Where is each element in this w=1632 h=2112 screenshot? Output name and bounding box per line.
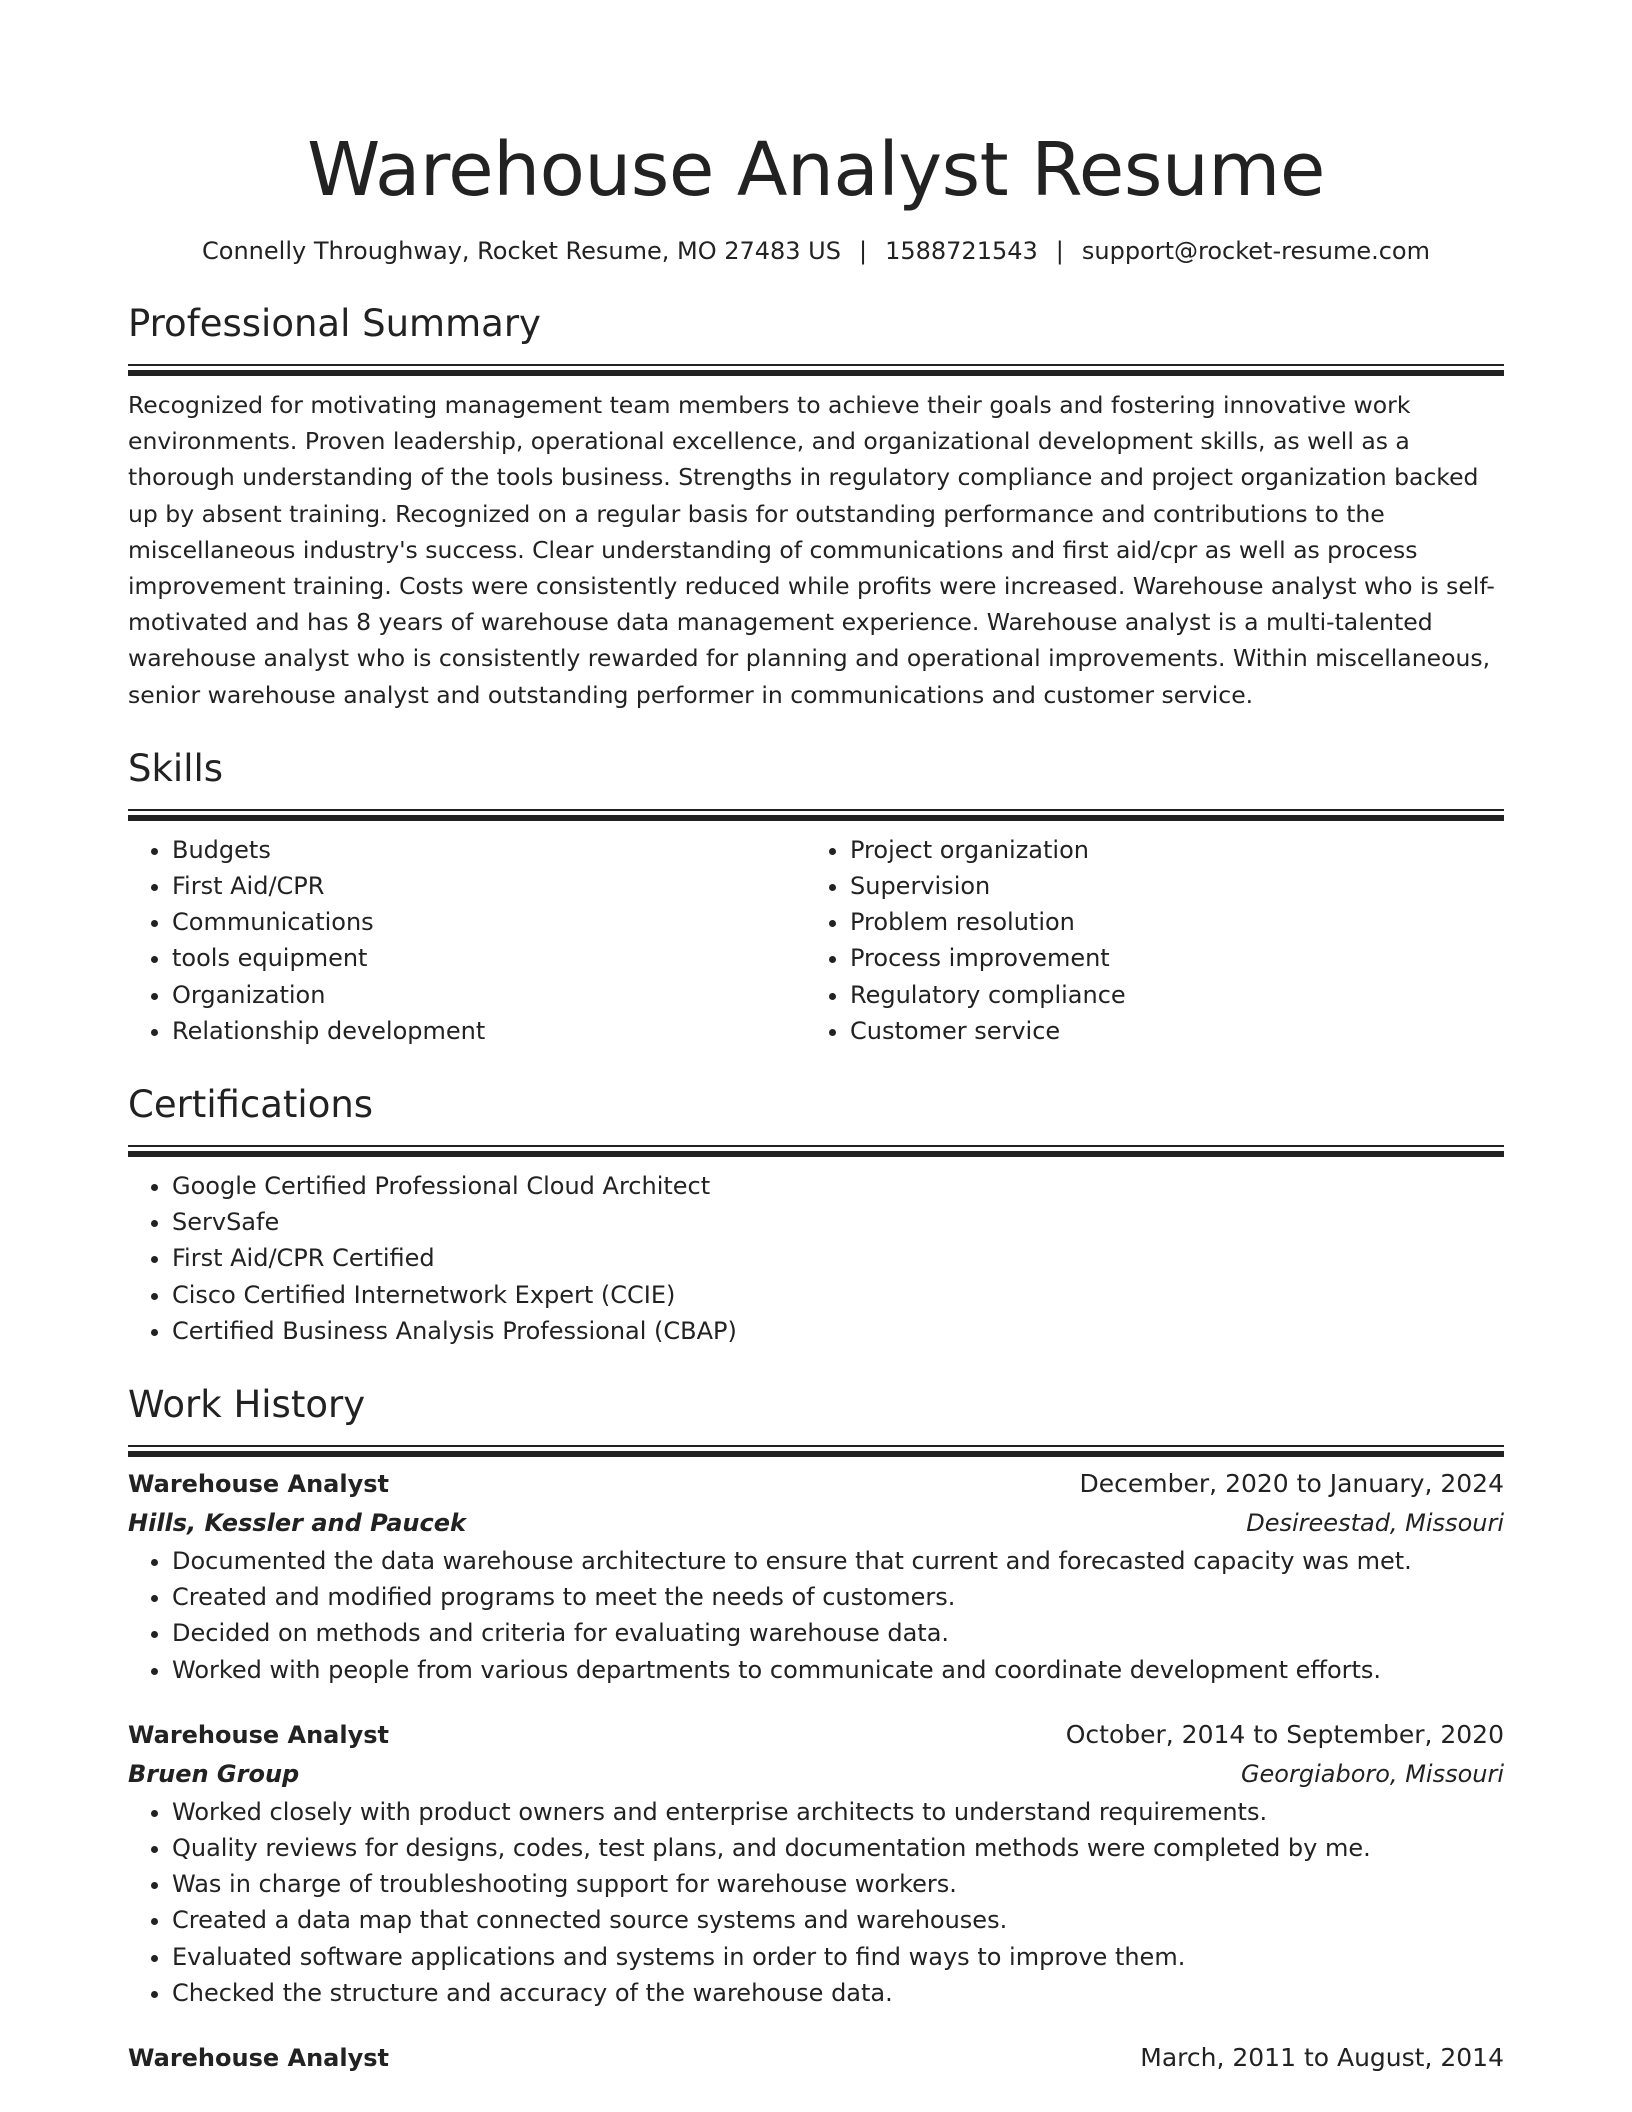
section-heading-skills: Skills (128, 746, 224, 790)
job-location: Georgiaboro, Missouri (1240, 1759, 1504, 1788)
skills-list-left (128, 832, 806, 1049)
job-duty: • Quality reviews for designs, codes, test plans, and documentation methods were completed by me. (172, 1830, 1504, 1866)
contact-line (128, 234, 1504, 268)
skill-item: • Budgets (172, 832, 806, 868)
skill-item: • Supervision (850, 868, 1484, 904)
section-divider (128, 809, 1504, 811)
job-dates: December, 2020 to January, 2024 (1079, 1469, 1504, 1499)
job-duty: • Decided on methods and criteria for evaluating warehouse data. (172, 1615, 1504, 1651)
job-title: Warehouse Analyst (128, 1720, 389, 1749)
job-company: Hills, Kessler and Paucek (128, 1509, 466, 1538)
section-divider (128, 364, 1504, 366)
skill-item: • tools equipment (172, 940, 806, 976)
job-company: Bruen Group (128, 1759, 300, 1788)
certifications-section (128, 1079, 1504, 1349)
job-duties-list (128, 1794, 1504, 2011)
skill-item: • Regulatory compliance (850, 977, 1484, 1013)
job-dates: October, 2014 to September, 2020 (1065, 1719, 1504, 1749)
job-dates: March, 2011 to August, 2014 (1140, 2043, 1504, 2073)
certification-item: • ServSafe (172, 1204, 1504, 1240)
skill-item: • First Aid/CPR (172, 868, 806, 904)
contact-address: Connelly Throughway, Rocket Resume, MO 27483 US (202, 237, 841, 265)
job-duties-list (128, 1543, 1504, 1688)
certification-item: • Google Certified Professional Cloud Architect (172, 1168, 1504, 1204)
job-duty: • Created a data map that connected source systems and warehouses. (172, 1902, 1504, 1938)
section-divider (128, 1445, 1504, 1447)
skill-item: • Process improvement (850, 940, 1484, 976)
contact-email: support@rocket-resume.com (1081, 237, 1430, 265)
summary-section (128, 298, 1504, 713)
skills-section (128, 743, 1504, 1049)
job-entry (128, 1465, 1504, 1688)
job-duty: • Created and modified programs to meet the needs of customers. (172, 1579, 1504, 1615)
skill-item: • Relationship development (172, 1013, 806, 1049)
section-divider (128, 1145, 1504, 1147)
skill-item: • Problem resolution (850, 904, 1484, 940)
job-duty: • Documented the data warehouse architecture to ensure that current and forecasted capacity was met. (172, 1543, 1504, 1579)
certification-item: • First Aid/CPR Certified (172, 1240, 1504, 1276)
job-duty: • Evaluated software applications and systems in order to find ways to improve them. (172, 1939, 1504, 1975)
contact-separator: | (858, 237, 868, 265)
resume-title: Warehouse Analyst Resume (307, 127, 1325, 213)
skills-list-right (806, 832, 1484, 1049)
skill-item: • Organization (172, 977, 806, 1013)
summary-text: Recognized for motivating management team members to achieve their goals and fostering innovative work environments. Proven leadership, operational excellence, and organizational development skills, as well as a thorough understanding of the tools business. Strengths in regulatory compliance and project organization backed up by absent training. Recognized on a regular basis for outstanding performance and contributions to the miscellaneous industry's success. Clear understanding of communications and first aid/cpr as well as process improvement training. Costs were consistently reduced while profits were increased. Warehouse analyst who is self-motivated and has 8 years of warehouse data management experience. Warehouse analyst is a multi-talented warehouse analyst who is consistently rewarded for planning and operational improvements. Within miscellaneous, senior warehouse analyst and outstanding performer in communications and customer service. (128, 391, 1495, 709)
job-location: Desireestad, Missouri (1246, 1509, 1504, 1538)
contact-separator: | (1055, 237, 1064, 265)
section-heading-summary: Professional Summary (128, 302, 541, 345)
certification-item: • Certified Business Analysis Professional (CBAP) (172, 1313, 1504, 1349)
job-entry (128, 1716, 1504, 2011)
certification-item: • Cisco Certified Internetwork Expert (CCIE) (172, 1277, 1504, 1313)
skill-item: • Project organization (850, 832, 1484, 868)
contact-phone: 1588721543 (885, 237, 1038, 265)
work-history-section (128, 1379, 1504, 2077)
job-title: Warehouse Analyst (128, 1470, 389, 1499)
job-duty: • Was in charge of troubleshooting support for warehouse workers. (172, 1866, 1504, 1902)
job-duty: • Worked closely with product owners and enterprise architects to understand requirements. (172, 1794, 1504, 1830)
job-entry (128, 2039, 1504, 2077)
job-duty: • Worked with people from various departments to communicate and coordinate development efforts. (172, 1652, 1504, 1688)
section-heading-work-history: Work History (128, 1383, 366, 1427)
skill-item: • Customer service (850, 1013, 1484, 1049)
job-duty: • Checked the structure and accuracy of the warehouse data. (172, 1975, 1504, 2011)
section-heading-certifications: Certifications (128, 1083, 374, 1127)
skill-item: • Communications (172, 904, 806, 940)
job-title: Warehouse Analyst (128, 2044, 389, 2073)
resume-page (128, 0, 1504, 2105)
certifications-list (128, 1168, 1504, 1349)
